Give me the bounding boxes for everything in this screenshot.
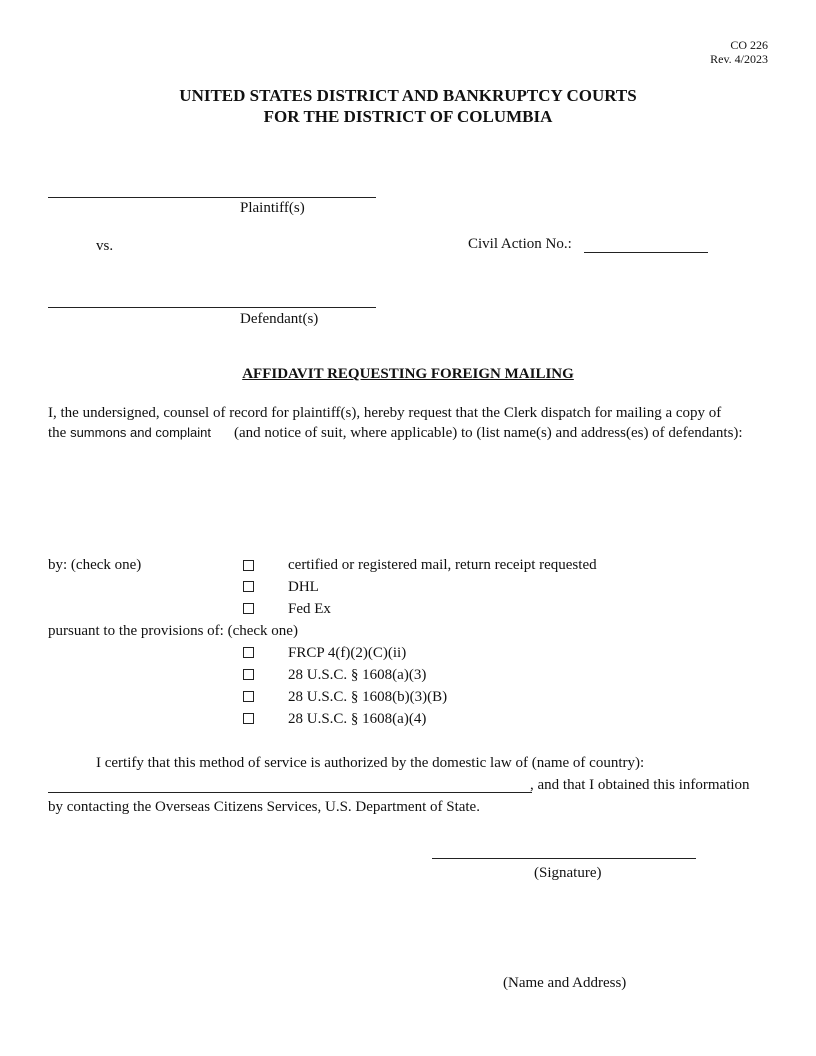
versus-label: vs. [96,238,114,254]
plaintiff-label: Plaintiff(s) [240,200,305,216]
option-1608-a3: 28 U.S.C. § 1608(a)(3) [288,667,427,683]
certification-line1: I certify that this method of service is authorized by the domestic law of (name of country): [96,755,645,771]
request-line-2 [48,425,211,442]
certification-line2: , and that I obtained this information [530,777,750,793]
civil-action-number-line[interactable] [584,252,708,253]
certification-line3: by contacting the Overseas Citizens Services, U.S. Department of State. [48,799,480,815]
option-1608-a4: 28 U.S.C. § 1608(a)(4) [288,711,427,727]
checkbox-dhl[interactable] [243,581,254,592]
request-paragraph [48,402,800,424]
checkbox-certified-mail[interactable] [243,560,254,571]
signature-line[interactable] [432,858,696,859]
checkbox-frcp[interactable] [243,647,254,658]
provisions-label: pursuant to the provisions of: (check one) [48,623,298,639]
document-type-field[interactable]: summons and complaint [70,425,211,440]
request-text-end: (and notice of suit, where applicable) to (list name(s) and address(es) of defendants): [234,425,743,441]
option-1608-b3b: 28 U.S.C. § 1608(b)(3)(B) [288,689,448,705]
checkbox-1608-a4[interactable] [243,713,254,724]
plaintiff-name-line[interactable] [48,197,376,198]
court-name-line2: FOR THE DISTRICT OF COLUMBIA [263,107,553,126]
defendant-name-line[interactable] [48,307,376,308]
option-certified-mail: certified or registered mail, return receipt requested [288,557,597,573]
checkbox-1608-b3b[interactable] [243,691,254,702]
form-revision: Rev. 4/2023 [710,52,768,66]
court-name-line1: UNITED STATES DISTRICT AND BANKRUPTCY COURTS [179,86,637,105]
defendant-label: Defendant(s) [240,311,319,327]
option-dhl: DHL [288,579,319,595]
civil-action-label: Civil Action No.: [468,236,572,252]
signature-label: (Signature) [534,865,602,881]
the-word: the [48,425,67,441]
option-frcp: FRCP 4(f)(2)(C)(ii) [288,645,407,661]
name-address-label: (Name and Address) [503,975,627,991]
checkbox-fedex[interactable] [243,603,254,614]
request-text: I, the undersigned, counsel of record for plaintiff(s), hereby request that the Clerk dispatch for mailing a copy of [48,405,722,421]
mail-method-label: by: (check one) [48,557,142,573]
affidavit-title: AFFIDAVIT REQUESTING FOREIGN MAILING [242,366,574,382]
option-fedex: Fed Ex [288,601,331,617]
country-name-line[interactable] [48,792,532,793]
checkbox-1608-a3[interactable] [243,669,254,680]
form-number: CO 226 [730,38,768,52]
